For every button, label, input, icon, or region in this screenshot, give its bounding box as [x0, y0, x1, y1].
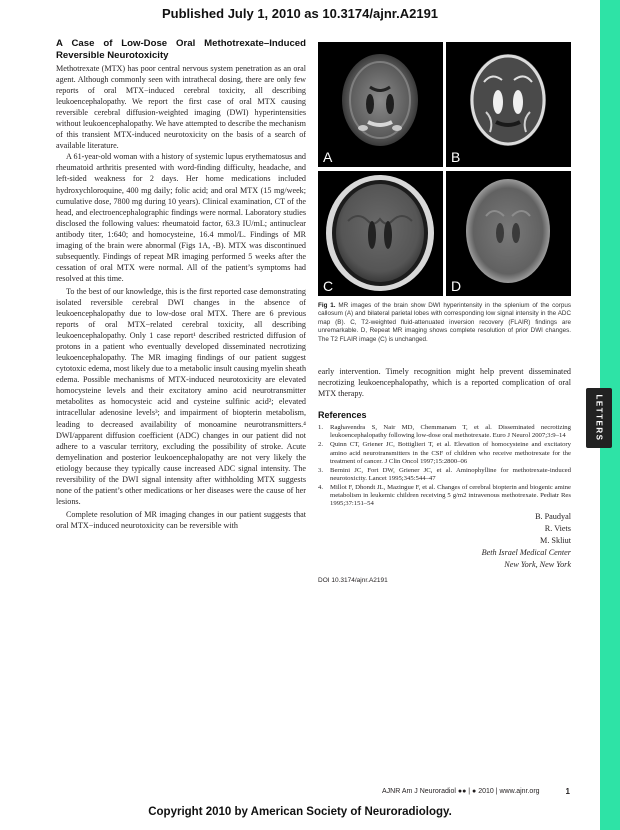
figure-1 — [318, 42, 571, 296]
caption-text: MR images of the brain show DWI hyperintensity in the splenium of the corpus callosum (A) and bilateral parietal lobes with corresponding low signal intensity in the ADC map (B). C, T2-weighted fluid-attenuated inversion recovery (FLAIR) findings are unremarkable. D, Repeat MR imaging shows complete resolution of prior DWI changes. The T2 FLAIR image (C) is unchanged. — [318, 302, 571, 343]
mri-panel-c — [318, 171, 443, 296]
references-heading: References — [318, 410, 367, 421]
paragraph-3: To the best of our knowledge, this is the first reported case demonstrating isolated reversible cerebral DWI changes in the absence of leukoencephalopathy due to low-dose oral MTX. There are 6 previous reports of oral MTX−related cerebral toxicity, all describing leukoencephalopathy. Only 1 case report¹ described restricted diffusion of protons in a patient who eventually developed disseminated necrotizing leukoencephalopathy. The MR imaging findings of our patient suggest cytotoxic edema, most likely due to a metabolic insult causing myelin sheath edema. Possible mechanisms of MTX-induced neurotoxicity are elevated homocysteine levels and their excitatory amino acid neurotransmitter metabolites as homocysteic acid and cysteine sulfinic acid²; elevated intracellular adenosine levels³; and impairment of biopterin metabolism, leading to decreased availability of monoamine neurotransmitters.⁴ DWI/apparent diffusion coefficient (ADC) changes in our patient did not adhere to a vascular territory, excluding the possibility of stroke. Acute demyelination and posterior leukoencephalopathy are not very likely the etiology because they typically cause increased ADC signal intensity. The reversibility of the DWI signal intensity after withholding MTX suggests none of the patient’s other medications or her diseases were the cause of her lesions. — [56, 286, 307, 506]
brain-dwi-image-a — [318, 42, 443, 167]
page-number: 1 — [565, 787, 570, 796]
continuation-paragraph: early intervention. Timely recognition might help prevent disseminated necrotizing leukoencephalopathy, which is a reported complication of oral MTX therapy. — [318, 367, 571, 399]
affiliation-location: New York, New York — [504, 559, 571, 569]
reference-item: 3. Bernini JC, Fort DW, Griener JC, et al. Aminophylline for methotrexate-induced neurotoxicity. Lancet 1995;345:544–47 — [318, 466, 571, 482]
paragraph-4: Complete resolution of MR imaging changes in our patient suggests that oral MTX−induced neurotoxicity can be reversible with — [56, 509, 306, 530]
references-list — [318, 424, 571, 508]
panel-label-a: A — [323, 149, 333, 165]
author-signature — [318, 511, 571, 571]
panel-label-c: C — [323, 278, 334, 294]
affiliation-institution: Beth Israel Medical Center — [481, 547, 571, 557]
publication-banner: Published July 1, 2010 as 10.3174/ajnr.A2191 — [161, 6, 439, 21]
reference-item: 1. Raghavendra S, Nair MD, Chemmanam T, et al. Disseminated necrotizing leukoencephalopathy following low-dose oral methotrexate. Euro J Neurol 2007;3:9–14 — [318, 424, 571, 440]
brain-adc-image-b — [446, 42, 571, 167]
paragraph-1: Methotrexate (MTX) has poor central nervous system penetration as an oral agent. Although commonly seen with intrathecal dosing, there are only few reports of oral MTX−induced cerebral toxicity, all describing leukoencephalopathy. We report the first case of oral MTX causing reversible cerebral diffusion-weighted imaging (DWI) hyperintensities without leukoencephalopathy. We have attempted to describe the mechanism of this transient MTX-induced neurotoxicity on the basis of a search of available literature. — [56, 64, 306, 151]
author-name: B. Paudyal — [535, 511, 571, 521]
mri-panel-d — [446, 171, 571, 296]
section-tab-label: LETTERS — [594, 394, 604, 442]
panel-label-d: D — [451, 278, 462, 294]
right-column — [318, 42, 571, 584]
reference-item: 2. Quinn CT, Griener JC, Bottiglieri T, et al. Elevation of homocysteine and excitatory amino acid neurotransmitters in the CSF of children who receive methotrexate for the treatment of cancer. J Clin Oncol 1997;15:2800–06 — [318, 441, 571, 465]
mri-panel-b — [446, 42, 571, 167]
reference-item: 4. Millot F, Dhondt JL, Mazingue F, et al. Changes of cerebral biopterin and biogenic amine metabolism in leukemic children receiving 5 g/m2 intravenous methotrexate. Pediatr Res 1995;37:151–54 — [318, 483, 571, 508]
doi-label: DOI 10.3174/ajnr.A2191 — [318, 576, 388, 584]
panel-label-b: B — [451, 149, 461, 165]
caption-label: Fig 1. — [318, 302, 336, 309]
brain-dwi-image-d — [446, 171, 571, 296]
left-column — [56, 38, 306, 531]
journal-footer — [382, 788, 572, 795]
author-name: M. Skliut — [540, 535, 571, 545]
author-name: R. Viets — [544, 523, 571, 533]
figure-caption — [318, 302, 571, 344]
copyright-banner: Copyright 2010 by American Society of Neuroradiology. — [148, 806, 452, 818]
paragraph-2: A 61-year-old woman with a history of systemic lupus erythematosus and rheumatoid arthritis presented with word-finding difficulty, headache, and left-sided weakness for 2 days. Her home medications included hydroxychloroquine, 400 mg daily; folic acid; and oral MTX (15 mg/week; cumulative dose, 7800 mg during 10 years). Clinical examination, CT of the head, and electroencephalographic findings were normal. Laboratory studies disclosed the following values: rheumatoid factor, 63.3 IU/mL; antinuclear antibody titer, 1:640; and homocysteine, 16.4 mmol/L. Findings of MR imaging of the brain were abnormal (Figs 1A, -B). MTX was discontinued subsequently. Findings of repeat MR imaging performed 5 weeks after the cessation of oral MTX were normal. All of the patient’s symptoms had resolved at this time. — [56, 152, 306, 283]
section-tab — [586, 388, 612, 448]
brain-flair-image-c — [318, 171, 443, 296]
mri-panel-a — [318, 42, 443, 167]
article-title: A Case of Low-Dose Oral Methotrexate–Induced Reversible Neurotoxicity — [56, 38, 306, 61]
journal-citation: AJNR Am J Neuroradiol ●● | ● 2010 | www.ajnr.org — [382, 788, 540, 795]
